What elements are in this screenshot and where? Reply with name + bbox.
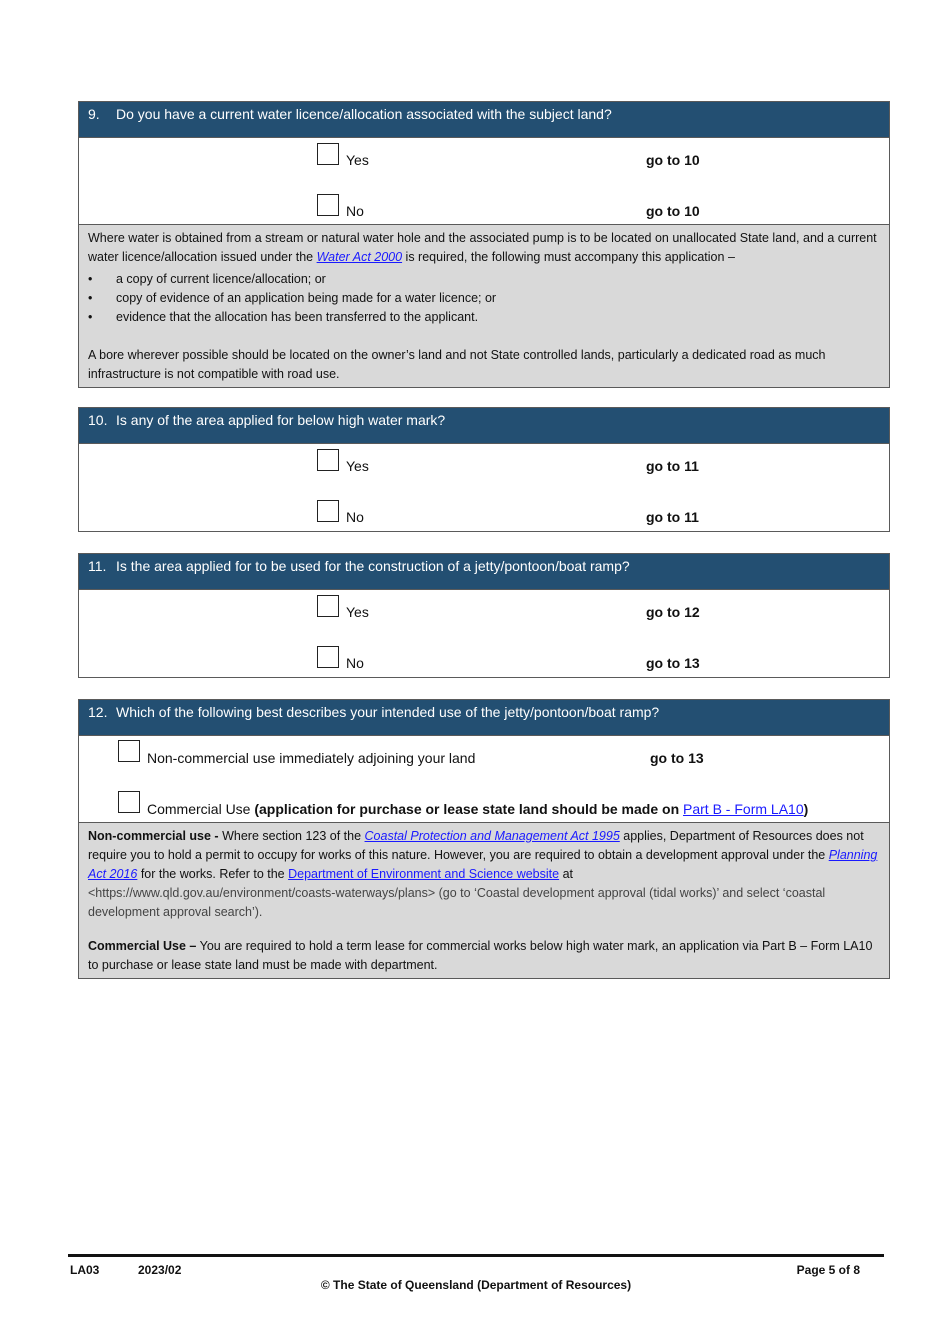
commercial-title: Commercial Use – — [88, 939, 197, 953]
option-label-no: No — [346, 655, 364, 671]
form-version: 2023/02 — [138, 1263, 182, 1277]
note-text: at — [559, 867, 573, 881]
note-text: You are required to hold a term lease for commercial works below high water mark, an application via Part B – Form LA10 to purchase or lease state land must be made with department. — [88, 939, 873, 972]
question-number: 11. — [88, 558, 107, 574]
q10-yes-checkbox[interactable] — [317, 449, 339, 471]
question-text: Is the area applied for to be used for the construction of a jetty/pontoon/boat ramp? — [116, 558, 630, 574]
q12-noncommercial-checkbox[interactable] — [118, 740, 140, 762]
option-label-yes: Yes — [346, 152, 369, 168]
goto-label: go to 10 — [646, 203, 700, 219]
list-item: • copy of evidence of an application being made for a water licence; or — [88, 289, 880, 308]
note-text: is required, the following must accompany this application – — [402, 250, 735, 264]
q12-commercial-checkbox[interactable] — [118, 791, 140, 813]
option-label-commercial — [147, 801, 808, 817]
url-text: <https://www.qld.gov.au/environment/coasts-waterways/plans> (go to ‘Coastal development approval (tidal works)’ and select ‘coastal development approval search’). — [88, 886, 826, 919]
option-label-no: No — [346, 509, 364, 525]
q11-no-checkbox[interactable] — [317, 646, 339, 668]
commercial-paragraph — [88, 937, 880, 975]
goto-label: go to 12 — [646, 604, 700, 620]
option-label-no: No — [346, 203, 364, 219]
option-label-yes: Yes — [346, 604, 369, 620]
question-text: Do you have a current water licence/allocation associated with the subject land? — [116, 106, 612, 122]
q12-note — [79, 822, 889, 978]
question-11-header — [79, 554, 889, 589]
noncommercial-paragraph — [88, 827, 880, 922]
q11-yes-checkbox[interactable] — [317, 595, 339, 617]
note-text: for the works. Refer to the — [137, 867, 289, 881]
part-b-form-la10-link[interactable]: Part B - Form LA10 — [683, 801, 804, 817]
goto-label: go to 11 — [646, 509, 699, 525]
des-website-link[interactable]: Department of Environment and Science website — [288, 867, 560, 881]
copyright: © The State of Queensland (Department of Resources) — [320, 1278, 632, 1292]
question-number: 10. — [88, 412, 108, 428]
water-act-link[interactable]: Water Act 2000 — [316, 250, 403, 264]
question-12 — [78, 699, 890, 979]
form-code: LA03 — [70, 1263, 100, 1277]
question-11 — [78, 553, 890, 678]
list-item: • a copy of current licence/allocation; or — [88, 270, 880, 289]
page-number: Page 5 of 8 — [796, 1263, 860, 1277]
goto-label: go to 10 — [646, 152, 700, 168]
goto-label: go to 13 — [646, 655, 700, 671]
goto-label: go to 11 — [646, 458, 699, 474]
question-9-header — [79, 102, 889, 137]
list-item: • evidence that the allocation has been transferred to the applicant. — [88, 308, 880, 327]
requirements-list — [88, 270, 880, 327]
q9-yes-checkbox[interactable] — [317, 143, 339, 165]
q9-note — [79, 224, 889, 387]
question-10-header — [79, 408, 889, 443]
page-footer — [68, 1254, 884, 1292]
closing-paren: ) — [803, 801, 809, 817]
question-12-header — [79, 700, 889, 735]
option-label-yes: Yes — [346, 458, 369, 474]
note-paragraph — [88, 229, 880, 267]
question-number: 12. — [88, 704, 108, 720]
note-text: Where section 123 of the — [222, 829, 365, 843]
goto-label: go to 13 — [650, 750, 704, 766]
noncommercial-title: Non-commercial use - — [88, 829, 223, 843]
q9-no-checkbox[interactable] — [317, 194, 339, 216]
commercial-instruction: (application for purchase or lease state land should be made on — [254, 801, 684, 817]
question-text: Which of the following best describes your intended use of the jetty/pontoon/boat ramp? — [116, 704, 660, 720]
question-number: 9. — [88, 106, 100, 122]
question-10 — [78, 407, 890, 532]
coastal-act-link[interactable]: Coastal Protection and Management Act 1995 — [364, 829, 620, 843]
note-text: Where water is obtained from a stream or natural water hole and the associated pump is to be located on unallocated State land, and a current water licence/allocation issued under the — [88, 231, 877, 264]
question-9 — [78, 101, 890, 388]
bore-paragraph: A bore wherever possible should be located on the owner’s land and not State controlled lands, particularly a dedicated road as much infrastructure is not compatible with road use. — [88, 348, 826, 381]
option-label-noncommercial: Non-commercial use immediately adjoining your land — [147, 750, 476, 766]
q10-no-checkbox[interactable] — [317, 500, 339, 522]
planning-act-link[interactable]: Planning Act 2016 — [88, 848, 878, 881]
question-text: Is any of the area applied for below high water mark? — [116, 412, 446, 428]
note-text: applies, Department of Resources does not require you to hold a permit to occupy for works of this nature. However, you are required to obtain a development approval under the — [88, 829, 864, 862]
commercial-label: Commercial Use — [147, 801, 255, 817]
